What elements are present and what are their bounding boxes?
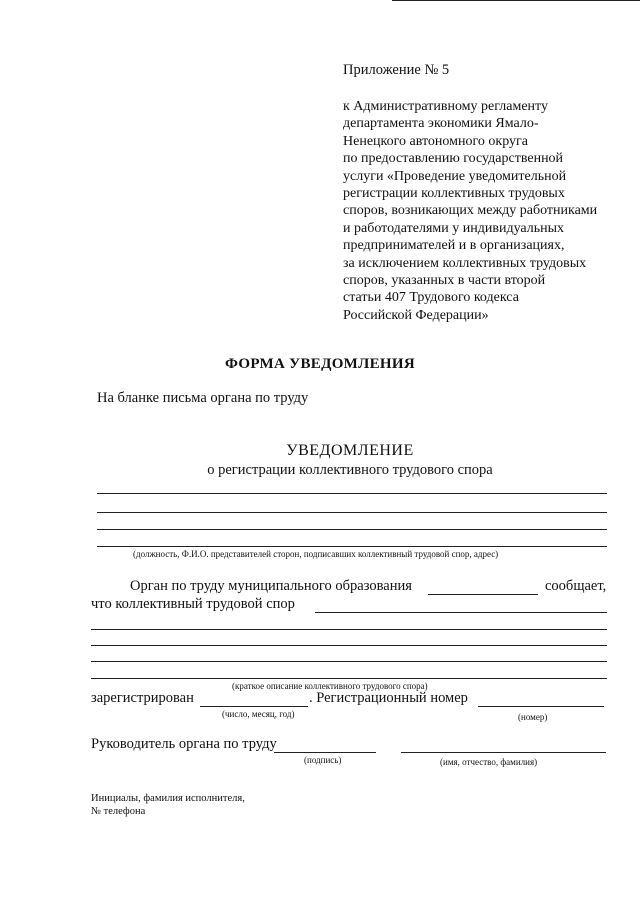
description-fill-line[interactable] — [91, 645, 607, 646]
head-text: Руководитель органа по труду — [91, 736, 277, 752]
organ-text: Орган по труду муниципального образования — [130, 578, 412, 594]
description-caption: (краткое описание коллективного трудового спора) — [232, 681, 428, 691]
regulation-line: предпринимателей и в организациях, — [343, 238, 565, 254]
description-fill-line[interactable] — [91, 678, 607, 679]
parties-caption: (должность, Ф.И.О. представителей сторон, подписавших коллективный трудовой спор, адрес) — [133, 549, 499, 559]
appendix-label: Приложение № 5 — [343, 62, 450, 78]
name-caption: (имя, отчество, фамилия) — [440, 757, 538, 767]
notice-title: УВЕДОМЛЕНИЕ — [286, 442, 414, 459]
parties-fill-line[interactable] — [97, 546, 607, 547]
description-fill-line[interactable] — [91, 661, 607, 662]
notice-subtitle: о регистрации коллективного трудового спора — [207, 462, 493, 478]
regulation-line: к Административному регламенту — [343, 99, 548, 114]
parties-fill-line[interactable] — [97, 493, 607, 494]
regulation-line: за исключением коллективных трудовых — [343, 255, 587, 271]
regulation-line: регистрации коллективных трудовых — [343, 186, 565, 202]
signature-caption: (подпись) — [304, 755, 342, 765]
regulation-reference — [343, 98, 597, 324]
parties-fill-line[interactable] — [97, 529, 607, 530]
dispute-fill-line[interactable] — [315, 612, 607, 613]
regulation-line: споров, возникающих между работниками — [343, 203, 598, 219]
regulation-line: департамента экономики Ямало- — [343, 116, 539, 132]
regulation-line: споров, указанных в части второй — [343, 273, 546, 289]
executor-line: Инициалы, фамилия исполнителя, — [91, 793, 245, 804]
number-caption: (номер) — [518, 712, 548, 722]
letterhead-note: На бланке письма органа по труду — [97, 390, 309, 406]
date-fill-line[interactable] — [200, 706, 308, 707]
date-caption: (число, месяц, год) — [222, 709, 295, 719]
parties-fill-line[interactable] — [97, 512, 607, 513]
regulation-line: Российской Федерации» — [343, 307, 489, 323]
regulation-line: и работодателями у индивидуальных — [343, 220, 565, 236]
regulation-line: Ненецкого автономного округа — [343, 133, 528, 149]
form-title: ФОРМА УВЕДОМЛЕНИЯ — [225, 356, 415, 372]
reg-number-text: . Регистрационный номер — [309, 690, 468, 706]
regulation-line: по предоставлению государственной — [343, 151, 564, 167]
registered-text: зарегистрирован — [91, 690, 194, 706]
dispute-text: что коллективный трудовой спор — [91, 596, 295, 612]
description-fill-line[interactable] — [91, 629, 607, 630]
number-fill-line[interactable] — [478, 706, 604, 707]
municipality-fill-line[interactable] — [428, 594, 538, 595]
regulation-line: услуги «Проведение уведомительной — [343, 168, 567, 184]
reports-text: сообщает, — [545, 578, 607, 594]
phone-line: № телефона — [91, 806, 146, 817]
regulation-line: статьи 407 Трудового кодекса — [343, 290, 519, 306]
top-border-line — [392, 0, 640, 1]
executor-note — [91, 792, 245, 818]
signature-fill-line[interactable] — [274, 752, 376, 753]
name-fill-line[interactable] — [401, 752, 606, 753]
